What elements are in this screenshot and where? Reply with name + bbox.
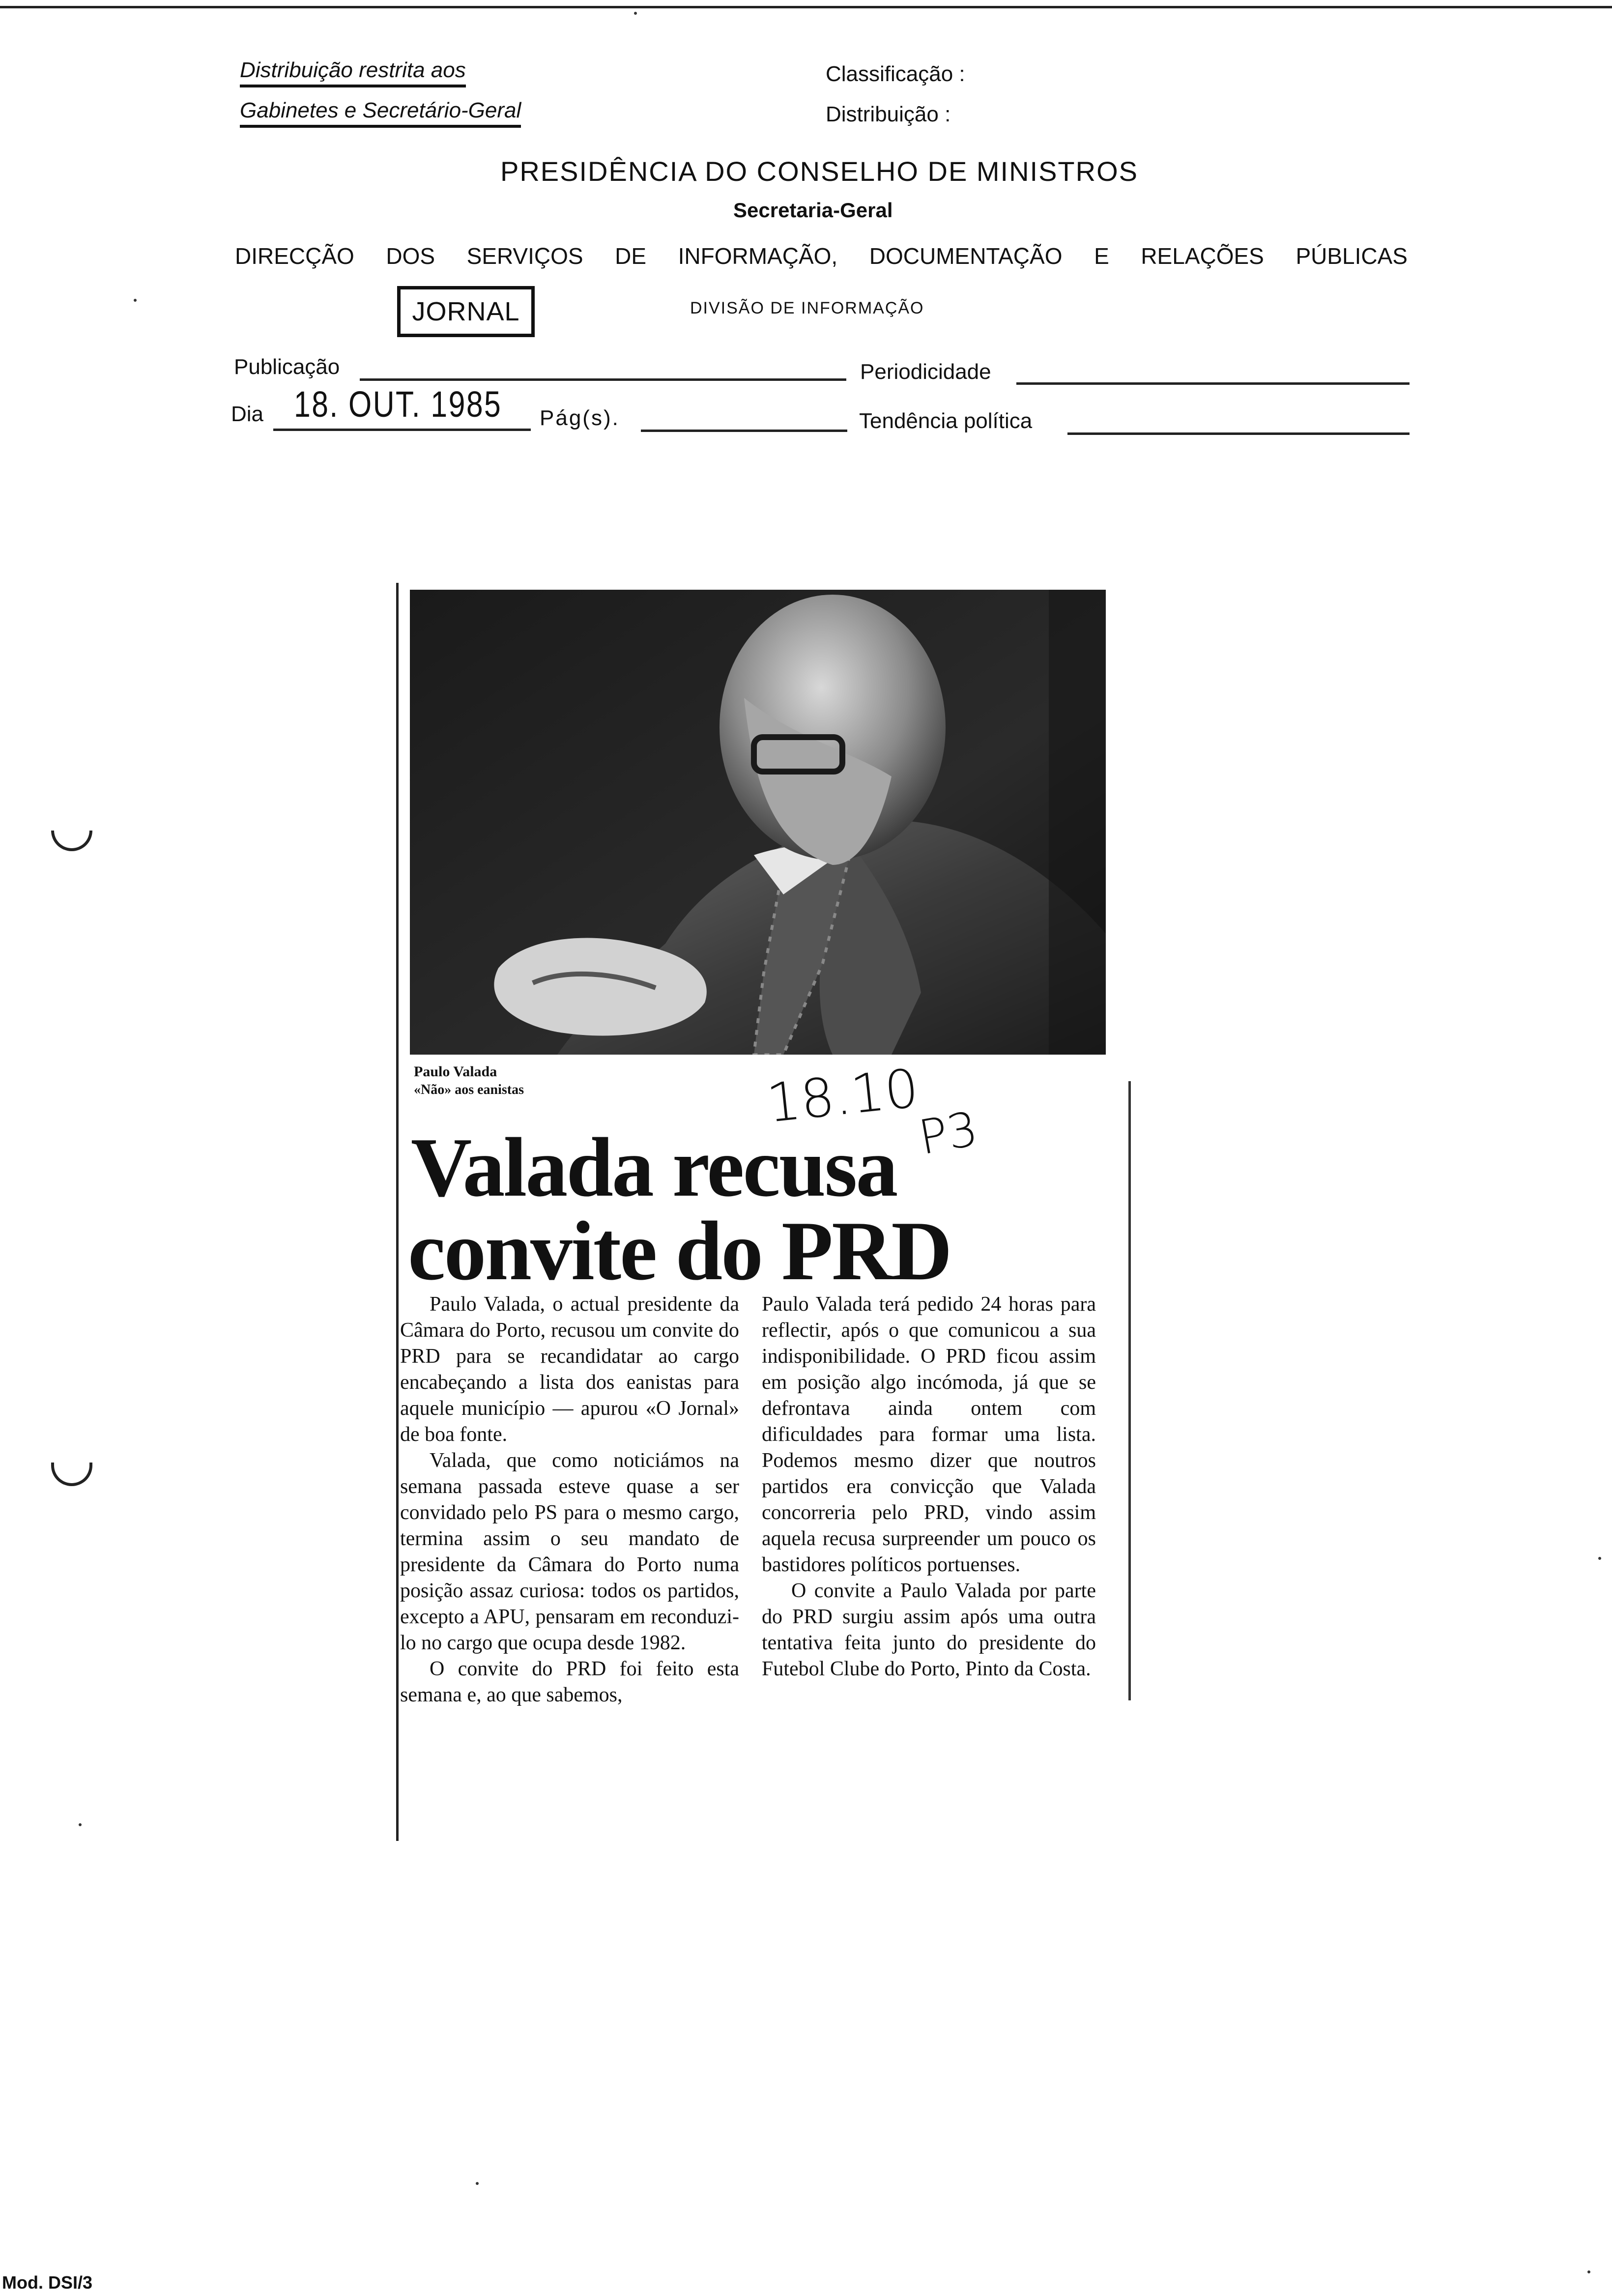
photo-caption-sub: «Não» aos eanistas [414,1082,524,1097]
scan-speck [134,299,137,302]
punch-hole-mark [51,831,92,851]
jornal-stamp [397,286,535,337]
clipping-right-border [1128,1081,1131,1700]
directorate-word: PÚBLICAS [1295,243,1408,269]
directorate-word: DOCUMENTAÇÃO [869,243,1063,269]
portrait-photo [410,590,1106,1055]
directorate-word: DE [615,243,647,269]
headline-line2: convite do PRD [408,1205,951,1298]
directorate-word: SERVIÇOS [466,243,583,269]
directorate-word: INFORMAÇÃO, [678,243,838,269]
secretariat-title: Secretaria-Geral [733,199,893,222]
article-paragraph: O convite a Paulo Valada por parte do PRD surgiu assim após uma outra tentativa feita junto do presidente do Futebol Clube do Porto, Pinto da Costa. [762,1579,1096,1680]
classification-label: Classificação : [826,62,965,86]
organization-title: PRESIDÊNCIA DO CONSELHO DE MINISTROS [500,156,1138,187]
scan-speck [1587,2270,1590,2273]
handwritten-date-note: 18.10 [764,1058,921,1135]
article-column-1 [400,1292,739,1708]
periodicity-label: Periodicidade [860,360,991,384]
form-code: Mod. DSI/3 [2,2272,93,2293]
clipping-left-border [396,583,399,1841]
date-stamp: 18. OUT. 1985 [294,384,502,425]
directorate-line [235,243,1408,269]
article-paragraph: O convite do PRD foi feito esta semana e, ao que sabemos, [400,1658,739,1706]
article-paragraph: Valada, que como noticiámos na semana passada esteve quase a ser convidado pelo PS para o mesmo cargo, termina assim o seu mandato de presidente da Câmara do Porto numa posição assaz curiosa: todos os partidos, excepto a APU, pensaram em reconduzi-lo no cargo que ocupa desde 1982. [400,1449,739,1654]
day-field-line [273,429,531,431]
article-paragraph: Paulo Valada, o actual presidente da Câmara do Porto, recusou um convite do PRD para se recandidatar ao cargo encabeçando a lista dos eanistas para aquele município — apurou «O Jornal» de boa fonte. [400,1293,739,1446]
directorate-word: DOS [386,243,435,269]
pages-label: Pág(s). [540,406,620,430]
jornal-stamp-text: JORNAL [412,297,520,326]
photo-caption-name: Paulo Valada [414,1063,497,1080]
distribution-restriction-line2: Gabinetes e Secretário-Geral [240,98,521,128]
division-label: DIVISÃO DE INFORMAÇÃO [690,299,924,317]
scan-speck [79,1823,82,1826]
scan-speck [1598,1557,1601,1560]
publication-field-line [360,378,846,381]
headline-line1: Valada recusa [411,1121,897,1214]
distribution-restriction-line1: Distribuição restrita aos [240,58,466,87]
article-column-2 [762,1292,1096,1682]
political-tendency-field-line [1067,432,1410,435]
directorate-word: RELAÇÕES [1141,243,1264,269]
scan-speck [476,2182,479,2185]
scan-top-edge [0,6,1612,8]
day-label: Dia [231,402,264,426]
pages-field-line [641,430,847,432]
photo-right-edge [1049,590,1106,1055]
periodicity-field-line [1016,382,1410,385]
publication-label: Publicação [234,355,340,379]
directorate-word: E [1094,243,1109,269]
distribution-label: Distribuição : [826,102,951,126]
directorate-word: DIRECÇÃO [235,243,354,269]
political-tendency-label: Tendência política [859,409,1033,433]
article-paragraph: Paulo Valada terá pedido 24 horas para reflectir, após o que comunicou a sua indisponibilidade. O PRD ficou assim em posição algo incómoda, já que se defrontava ainda ontem com dificuldades para formar uma lista. Podemos mesmo dizer que noutros partidos era convicção que Valada concorreria pelo PRD, vindo assim aquela recusa surpreender um pouco os bastidores políticos portuenses. [762,1293,1096,1576]
handwritten-page-note: P3 [915,1101,982,1166]
scan-speck [634,12,637,15]
punch-hole-mark [51,1463,92,1486]
